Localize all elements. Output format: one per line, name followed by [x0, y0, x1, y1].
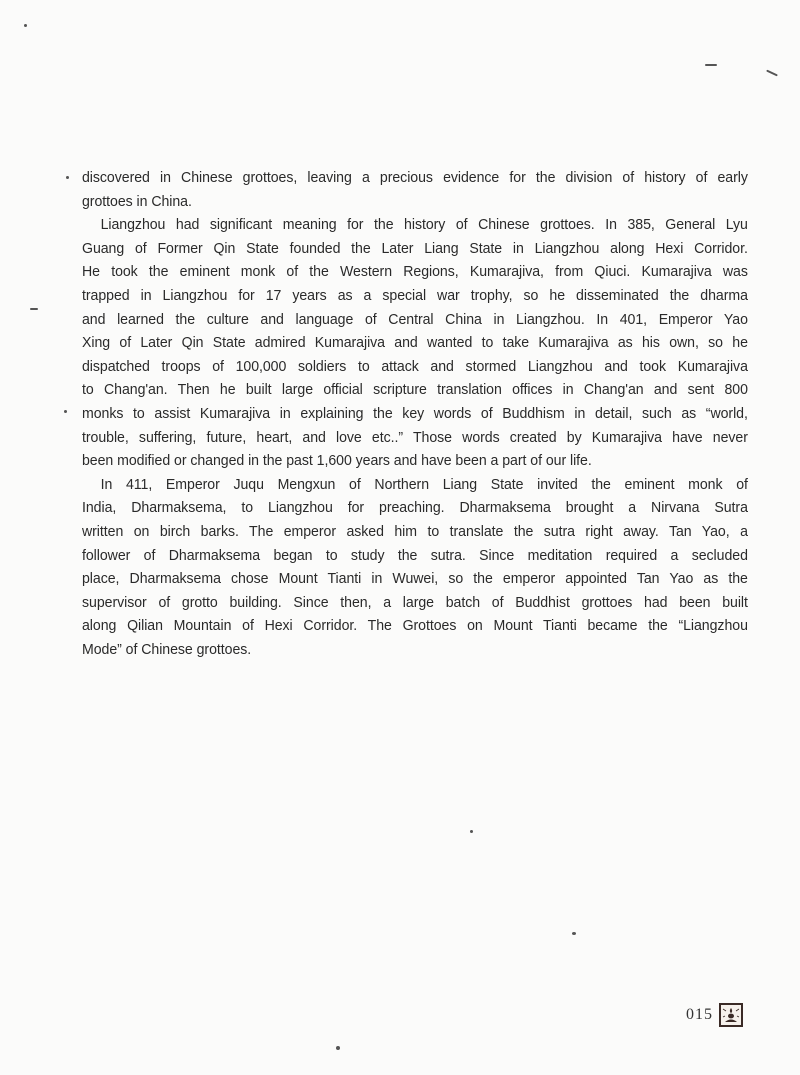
paragraph-dharmaksema: [82, 473, 748, 662]
paragraph-continuation: [82, 166, 748, 213]
text-line: discovered in Chinese grottoes, leaving a precious evidence for the division of history of early: [82, 169, 748, 186]
scan-speck: [64, 410, 67, 413]
text-line: place, Dharmaksema chose Mount Tianti in Wuwei, so the emperor appointed Tan Yao as the: [82, 570, 748, 588]
scan-speck: [705, 64, 717, 66]
page-number: 015: [686, 1006, 713, 1023]
text-line: dispatched troops of 100,000 soldiers to attack and stormed Liangzhou and took Kumarajiva: [82, 357, 748, 375]
text-line: trapped in Liangzhou for 17 years as a special war trophy, so he disseminated the dharma: [82, 286, 748, 304]
text-line: Xing of Later Qin State admired Kumarajiva and wanted to take Kumarajiva as his own, so he: [82, 334, 748, 352]
text-line: He took the eminent monk of the Western Regions, Kumarajiva, from Qiuci. Kumarajiva was: [82, 263, 748, 281]
text-line: Guang of Former Qin State founded the Later Liang State in Liangzhou along Hexi Corridor.: [82, 239, 748, 257]
text-line: Mode” of Chinese grottoes.: [82, 640, 252, 658]
text-line: supervisor of grotto building. Since then, a large batch of Buddhist grottoes had been built: [82, 593, 748, 611]
scan-speck: [766, 70, 778, 77]
scan-speck: [66, 176, 69, 179]
scan-speck: [470, 830, 473, 833]
scan-speck: [572, 932, 576, 935]
text-line: been modified or changed in the past 1,600 years and have been a part of our life.: [82, 452, 592, 470]
body-text: [82, 166, 748, 661]
text-line: India, Dharmaksema, to Liangzhou for preaching. Dharmaksema brought a Nirvana Sutra: [82, 499, 748, 517]
text-line: and learned the culture and language of Central China in Liangzhou. In 401, Emperor Yao: [82, 310, 748, 328]
text-line: follower of Dharmaksema began to study the sutra. Since meditation required a secluded: [82, 546, 748, 564]
buddha-seal-icon: [719, 1003, 743, 1027]
text-line: to Chang'an. Then he built large official scripture translation offices in Chang'an and sent 800: [82, 381, 748, 399]
text-line: monks to assist Kumarajiva in explaining the key words of Buddhism in detail, such as “world,: [82, 404, 748, 422]
text-line: In 411, Emperor Juqu Mengxun of Northern Liang State invited the eminent monk of: [100, 475, 748, 493]
scan-speck: [30, 308, 38, 310]
paragraph-liangzhou-history: [82, 213, 748, 473]
page-footer: [686, 1002, 743, 1028]
text-line: trouble, suffering, future, heart, and love etc..” Those words created by Kumarajiva have never: [82, 428, 748, 446]
text-line: grottoes in China.: [82, 192, 192, 210]
text-line: along Qilian Mountain of Hexi Corridor. The Grottoes on Mount Tianti became the “Liangzhou: [82, 617, 748, 635]
text-line: Liangzhou had significant meaning for the history of Chinese grottoes. In 385, General Lyu: [100, 216, 748, 234]
text-line: written on birch barks. The emperor asked him to translate the sutra right away. Tan Yao, a: [82, 522, 748, 540]
scan-speck: [336, 1046, 340, 1050]
scan-speck: [24, 24, 27, 27]
